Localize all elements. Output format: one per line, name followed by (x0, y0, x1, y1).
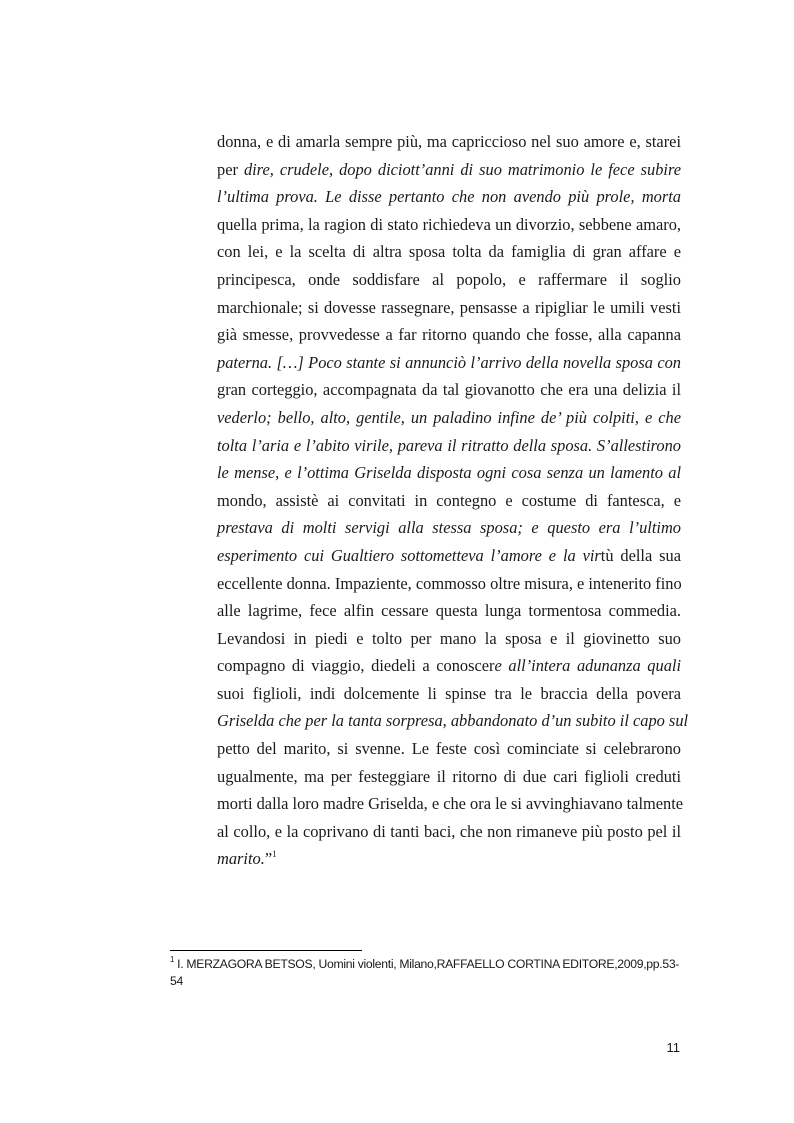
text-line: morti dalla loro madre Griselda, e che ora le si avvinghiavano talmente (217, 794, 684, 814)
text-line: l’ultima prova. Le disse pertanto che non avendo più prole, morta (217, 187, 681, 207)
text-line: eccellente donna. Impaziente, commosso oltre misura, e intenerito fino (217, 573, 682, 593)
footnote-number: 1 (170, 955, 175, 964)
text-line: gran corteggio, accompagnata da tal giovanotto che era una delizia il (217, 380, 681, 400)
text-line: paterna. […] Poco stante si annunciò l’arrivo della novella sposa con (217, 352, 681, 372)
text-line: vederlo; bello, alto, gentile, un paladino infine de’ più colpiti, e che (217, 407, 681, 427)
footnote-text: I. MERZAGORA BETSOS, Uomini violenti, Milano,RAFFAELLO CORTINA EDITORE,2009,pp.53-54 (170, 957, 680, 988)
text-line: esperimento cui Gualtiero sottometteva l’amore e la virtù della sua (217, 545, 681, 565)
footnote (170, 956, 690, 990)
text-line: tolta l’aria e l’abito virile, pareva il ritratto della sposa. S’allestirono (217, 435, 681, 455)
text-line: quella prima, la ragion di stato richiedeva un divorzio, sebbene amaro, (217, 214, 681, 234)
text-line: già smesse, provvedesse a far ritorno quando che fosse, alla capanna (217, 325, 681, 345)
text-line: marito.”$^1$ (217, 849, 277, 869)
footnote-separator (170, 950, 362, 951)
text-line: donna, e di amarla sempre più, ma capriccioso nel suo amore e, starei (217, 132, 681, 151)
footnote-reference[interactable]: 1 (272, 849, 277, 860)
text-line: al collo, e la coprivano di tanti baci, che non rimaneve più posto pel il (217, 821, 681, 841)
text-line: con lei, e la scelta di altra sposa tolta da famiglia di gran affare e (217, 242, 681, 262)
text-line: le mense, e l’ottima Griselda disposta ogni cosa senza un lamento al (217, 463, 681, 483)
text-line: alle lagrime, fece alfin cessare questa lunga tormentosa commedia. (217, 601, 681, 621)
text-line: petto del marito, si svenne. Le feste così cominciate si celebrarono (217, 739, 681, 759)
text-line: principesca, onde soddisfare al popolo, e raffermare il soglio (217, 269, 681, 289)
body-text (217, 128, 689, 873)
text-line: prestava di molti servigi alla stessa sposa; e questo era l’ultimo (217, 518, 681, 538)
text-line: compagno di viaggio, diedeli a conoscere all’intera adunanza quali (217, 656, 682, 676)
text-line: ugualmente, ma per festeggiare il ritorno di due cari figlioli creduti (217, 766, 681, 786)
text-line: suoi figlioli, indi dolcemente li spinse tra le braccia della povera (217, 683, 681, 703)
text-line: marchionale; si dovesse rassegnare, pensasse a ripigliar le umili vesti (217, 297, 681, 317)
text-line: mondo, assistè ai convitati in contegno e costume di fantesca, e (217, 490, 681, 510)
text-line: per dire, crudele, dopo diciott’anni di suo matrimonio le fece subire (217, 159, 681, 179)
text-line: Levandosi in piedi e tolto per mano la sposa e il giovinetto suo (217, 628, 681, 648)
text-line: Griselda che per la tanta sorpresa, abbandonato d’un subito il capo sul (217, 711, 689, 731)
page-number: 11 (666, 1040, 680, 1055)
